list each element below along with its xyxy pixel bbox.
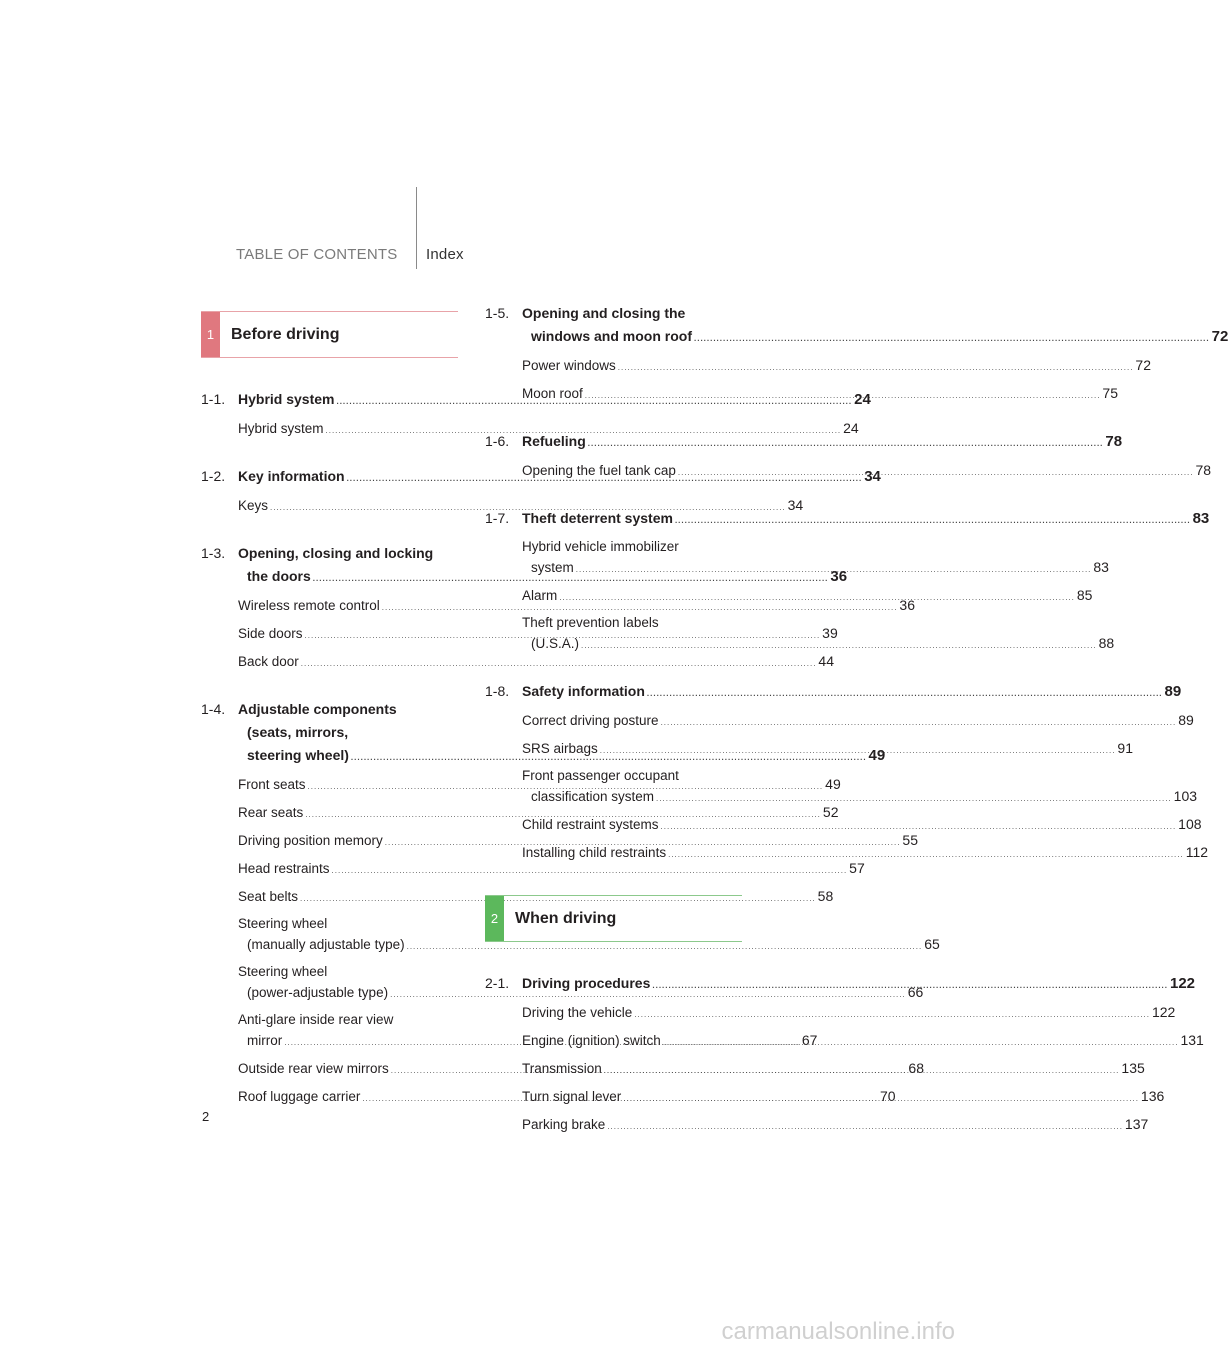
- toc-entry-link[interactable]: [522, 1002, 1176, 1025]
- dot-leader: [618, 358, 1134, 378]
- toc-line-text: Keys: [238, 498, 269, 513]
- section-title-line: Adjustable components: [238, 701, 397, 717]
- toc-line-text: classification system: [531, 789, 655, 804]
- toc-line: [522, 355, 1151, 378]
- toc-line: [522, 786, 1198, 809]
- section-title: [522, 680, 1181, 705]
- toc-line-text: Installing child restraints: [522, 845, 667, 860]
- section-title: [522, 507, 1209, 532]
- toc-line: [522, 710, 1194, 733]
- section-title: When driving: [515, 909, 617, 927]
- toc-entry-link[interactable]: [522, 1114, 1149, 1137]
- page-ref[interactable]: 89: [1164, 683, 1182, 700]
- dot-leader: [581, 636, 1097, 656]
- toc-line: [522, 842, 1209, 865]
- toc-line-text: steering wheel): [247, 747, 349, 763]
- toc-entry-link[interactable]: [522, 355, 1151, 378]
- section-number: 1-6.: [485, 433, 510, 449]
- page-ref[interactable]: 66: [907, 984, 924, 1000]
- page-ref[interactable]: 89: [1178, 712, 1194, 728]
- page-ref[interactable]: 91: [1117, 740, 1133, 756]
- section-title-line: Opening and closing the: [522, 305, 686, 321]
- toc-line-text: Opening the fuel tank cap: [522, 463, 676, 478]
- toc-line-text: Alarm: [522, 588, 558, 603]
- dot-leader: [668, 845, 1184, 865]
- toc-line: [238, 886, 834, 909]
- section-number: 1-3.: [201, 545, 226, 561]
- dot-leader: [604, 1061, 1120, 1081]
- page-ref[interactable]: 131: [1180, 1032, 1204, 1048]
- section-number-tab: 1: [201, 312, 220, 357]
- page-ref[interactable]: 49: [868, 747, 886, 764]
- toc-line-text: Hybrid system: [238, 421, 324, 436]
- toc-line-text: Turn signal lever: [522, 1089, 622, 1104]
- section-number: 1-5.: [485, 305, 510, 321]
- toc-line-text: windows and moon roof: [531, 328, 692, 344]
- dot-leader: [634, 1005, 1150, 1025]
- section-title: Before driving: [231, 325, 340, 343]
- page-ref[interactable]: 78: [1195, 462, 1212, 478]
- toc-entry-link[interactable]: [238, 651, 834, 674]
- toc-entry-link[interactable]: [522, 814, 1202, 837]
- page-ref[interactable]: 85: [1076, 587, 1093, 603]
- section-title-line: (seats, mirrors,: [247, 724, 349, 740]
- toc-link[interactable]: TABLE OF CONTENTS: [236, 246, 398, 263]
- page-ref[interactable]: 34: [787, 497, 804, 513]
- toc-line-text: Transmission: [522, 1061, 602, 1076]
- toc-line-text: Driving the vehicle: [522, 1005, 633, 1020]
- toc-line-text: Wireless remote control: [238, 598, 380, 613]
- entry-text-line: Theft prevention labels: [522, 615, 659, 630]
- section-heading-link[interactable]: [485, 430, 1123, 455]
- page-ref[interactable]: 70: [879, 1088, 896, 1104]
- toc-line-text: Roof luggage carrier: [238, 1089, 361, 1104]
- dot-leader: [694, 327, 1210, 350]
- page-ref[interactable]: 55: [902, 832, 918, 848]
- page-ref[interactable]: 72: [1135, 357, 1151, 373]
- toc-line-text: Child restraint systems: [522, 817, 659, 832]
- dot-leader: [559, 588, 1075, 608]
- page-ref[interactable]: 36: [830, 568, 848, 585]
- page-ref[interactable]: 68: [908, 1060, 924, 1076]
- toc-line-text: Theft deterrent system: [522, 510, 673, 526]
- toc-line-text: Side doors: [238, 626, 303, 641]
- toc-line-text: Parking brake: [522, 1117, 606, 1132]
- toc-line: [522, 430, 1122, 455]
- toc-line-text: system: [531, 560, 574, 575]
- section-band-before-driving[interactable]: [201, 311, 458, 358]
- page-ref[interactable]: 88: [1098, 635, 1115, 651]
- page-ref[interactable]: 24: [843, 420, 859, 436]
- toc-line-text: Correct driving posture: [522, 713, 659, 728]
- page-ref[interactable]: 137: [1124, 1116, 1149, 1132]
- dot-leader: [600, 741, 1116, 761]
- toc-line-text: Moon roof: [522, 386, 583, 401]
- toc-line-text: Key information: [238, 468, 345, 484]
- page-ref[interactable]: 67: [801, 1032, 818, 1048]
- toc-line: [238, 934, 940, 957]
- page-ref[interactable]: 136: [1140, 1088, 1165, 1104]
- toc-line-text: SRS airbags: [522, 741, 598, 756]
- dot-leader: [663, 1033, 1179, 1053]
- page-ref[interactable]: 83: [1093, 559, 1109, 575]
- section-number: 1-2.: [201, 468, 226, 484]
- dot-leader: [675, 509, 1191, 532]
- dot-leader: [661, 713, 1177, 733]
- toc-line-text: Driving position memory: [238, 833, 383, 848]
- page-ref[interactable]: 24: [854, 391, 871, 408]
- section-heading-link[interactable]: [485, 507, 1210, 532]
- toc-line: [522, 325, 1228, 350]
- section-title-line: Opening, closing and locking: [238, 545, 434, 561]
- section-heading-link[interactable]: [485, 302, 1228, 350]
- section-number: 1-7.: [485, 510, 510, 526]
- toc-entry-link[interactable]: [238, 886, 834, 909]
- toc-line-text: Back door: [238, 654, 299, 669]
- page-ref[interactable]: 58: [817, 888, 834, 904]
- page-ref[interactable]: 122: [1170, 975, 1196, 992]
- page-ref[interactable]: 122: [1151, 1004, 1176, 1020]
- dot-leader: [585, 386, 1101, 406]
- toc-line-text: (power-adjustable type): [247, 985, 389, 1000]
- page-ref[interactable]: 103: [1173, 788, 1198, 804]
- index-link[interactable]: Index: [426, 246, 464, 263]
- page-ref[interactable]: 112: [1185, 844, 1209, 860]
- toc-entry-link[interactable]: [522, 710, 1194, 733]
- page-ref[interactable]: 57: [849, 860, 865, 876]
- page-ref[interactable]: 65: [924, 936, 940, 952]
- section-number: 1-4.: [201, 701, 226, 717]
- toc-line-text: Seat belts: [238, 889, 299, 904]
- dot-leader: [588, 432, 1104, 455]
- watermark: carmanualsonline.info: [721, 1318, 955, 1345]
- page-ref[interactable]: 72: [1211, 328, 1228, 345]
- section-band-when-driving[interactable]: [485, 895, 742, 942]
- toc-entry-link[interactable]: [522, 842, 1209, 865]
- toc-line: [522, 972, 1195, 997]
- toc-line: [522, 814, 1202, 837]
- dot-leader: [623, 1089, 1139, 1109]
- toc-entry-link[interactable]: [238, 858, 865, 881]
- page-ref[interactable]: 78: [1105, 433, 1123, 450]
- toc-line-text: the doors: [247, 568, 311, 584]
- section-number: 1-8.: [485, 683, 510, 699]
- toc-line-text: mirror: [247, 1033, 283, 1048]
- toc-line-text: Outside rear view mirrors: [238, 1061, 389, 1076]
- entry-text-line: Steering wheel: [238, 964, 328, 979]
- toc-line-text: Front seats: [238, 777, 306, 792]
- entry-text-line: Front passenger occupant: [522, 768, 679, 783]
- page-ref[interactable]: 108: [1178, 816, 1202, 832]
- page-ref[interactable]: 49: [825, 776, 841, 792]
- toc-line: [522, 507, 1209, 532]
- dot-leader: [661, 817, 1177, 837]
- section-title: [522, 302, 1228, 350]
- toc-line-text: (U.S.A.): [531, 636, 580, 651]
- toc-line-text: Power windows: [522, 358, 616, 373]
- toc-line-text: Refueling: [522, 433, 586, 449]
- dot-leader: [652, 974, 1168, 997]
- section-number-tab: 2: [485, 896, 504, 941]
- toc-line-text: Rear seats: [238, 805, 304, 820]
- entry-text-line: Hybrid vehicle immobilizer: [522, 539, 679, 554]
- page-ref[interactable]: 34: [864, 468, 881, 485]
- page-ref[interactable]: 36: [899, 597, 915, 613]
- section-number: 1-1.: [201, 391, 226, 407]
- dot-leader: [607, 1117, 1123, 1137]
- page-ref[interactable]: 75: [1102, 385, 1118, 401]
- section-number: 2-1.: [485, 975, 510, 991]
- section-title: [522, 430, 1122, 455]
- toc-line: [238, 651, 834, 674]
- section-heading-link[interactable]: [485, 680, 1182, 705]
- page-ref[interactable]: 39: [822, 625, 838, 641]
- entry-text-line: Steering wheel: [238, 916, 328, 931]
- toc-line: [522, 680, 1181, 705]
- page-ref[interactable]: 52: [822, 804, 839, 820]
- section-title: [522, 972, 1195, 997]
- page-number: 2: [202, 1109, 210, 1124]
- toc-line-text: Safety information: [522, 683, 645, 699]
- toc-line-text: Hybrid system: [238, 391, 335, 407]
- dot-leader: [576, 560, 1092, 580]
- dot-leader: [647, 682, 1163, 705]
- page-ref[interactable]: 44: [818, 653, 834, 669]
- toc-line-text: Head restraints: [238, 861, 330, 876]
- page-ref[interactable]: 135: [1121, 1060, 1145, 1076]
- toc-line: [522, 1002, 1176, 1025]
- toc-line: [238, 858, 865, 881]
- dot-leader: [656, 789, 1172, 809]
- dot-leader: [678, 463, 1194, 483]
- toc-line-text: (manually adjustable type): [247, 937, 405, 952]
- page-ref[interactable]: 83: [1192, 510, 1210, 527]
- header-divider: [416, 187, 417, 269]
- entry-text-line: Anti-glare inside rear view: [238, 1012, 394, 1027]
- toc-line-text: Driving procedures: [522, 975, 651, 991]
- toc-line-text: Engine (ignition) switch: [522, 1033, 661, 1048]
- toc-line: [522, 1114, 1149, 1137]
